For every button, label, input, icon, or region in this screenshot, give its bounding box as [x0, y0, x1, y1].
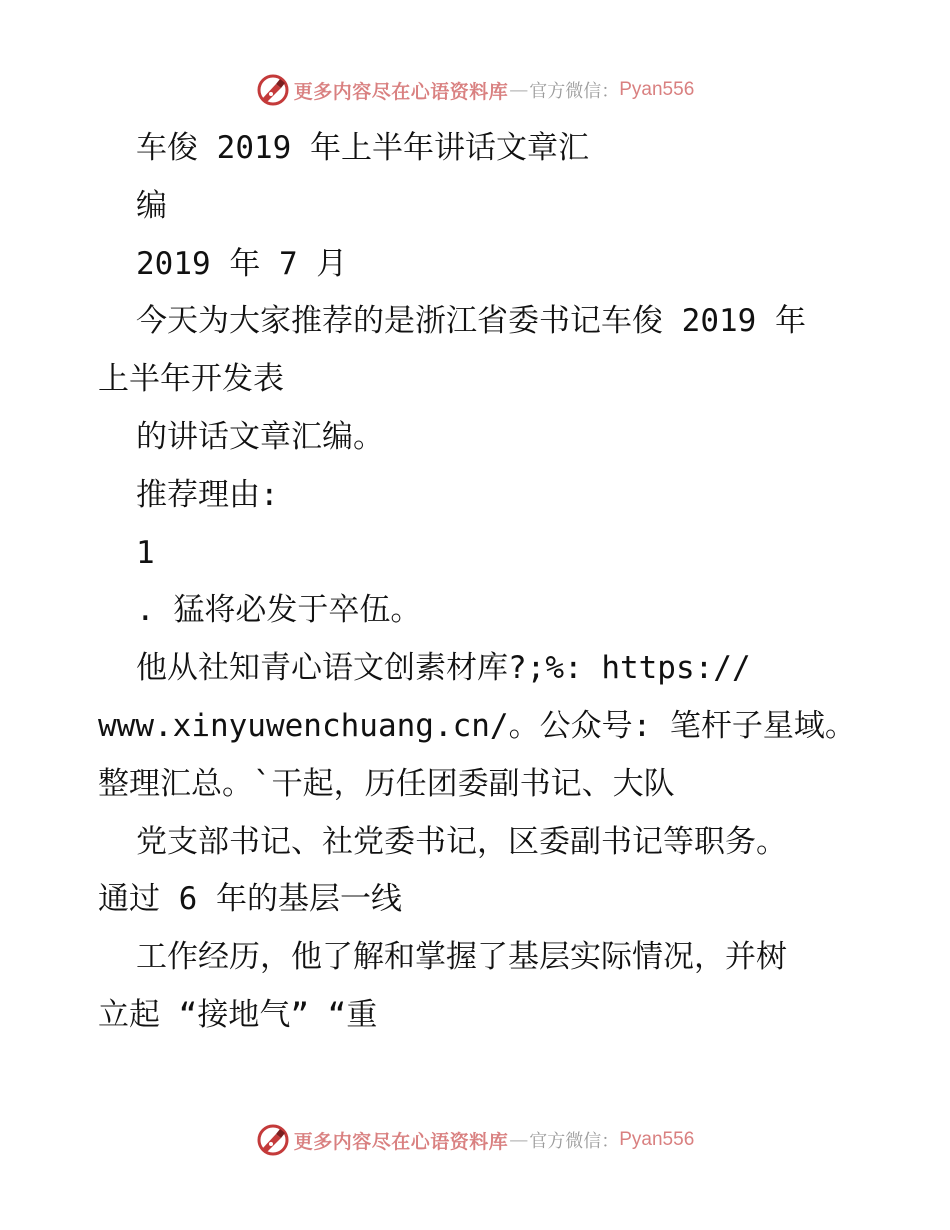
text-line: 党支部书记、社党委书记，区委副书记等职务。 [136, 823, 787, 860]
document-body [98, 120, 858, 1045]
footer-wechat-id: Pyan556 [619, 1129, 695, 1150]
text-line: 车俊 2019 年上半年讲话文章汇 [136, 130, 589, 166]
text-line: 工作经历，他了解和掌握了基层实际情况，并树 [136, 939, 787, 976]
footer-wechat-label: 官方微信： [529, 1131, 620, 1152]
header-wechat-id: Pyan556 [619, 79, 695, 100]
footer-banner [0, 1120, 950, 1160]
text-line: 推荐理由: [136, 476, 279, 513]
header-dash: — [509, 79, 529, 101]
text-line: . 猛将必发于卒伍。 [136, 592, 422, 629]
text-line: 整理汇总。`干起，历任团委副书记、大队 [98, 765, 675, 802]
footer-dash: — [509, 1129, 529, 1151]
text-line: 今天为大家推荐的是浙江省委书记车俊 2019 年 [136, 303, 806, 340]
text-line: www.xinyuwenchuang.cn/。公众号: 笔杆子星域。 [98, 707, 856, 744]
header-banner [0, 70, 950, 110]
text-line: 编 [136, 187, 167, 224]
header-site-text: 更多内容尽在心语资料库 [293, 80, 509, 103]
text-line: 上半年开发表 [98, 361, 284, 398]
text-line: 1 [136, 534, 155, 571]
footer-site-text: 更多内容尽在心语资料库 [293, 1130, 509, 1153]
text-line: 立起 “接地气” “重 [98, 996, 378, 1033]
header-wechat-label: 官方微信： [529, 81, 620, 102]
pen-logo-icon [256, 1123, 290, 1157]
text-line: 2019 年 7 月 [136, 245, 348, 282]
text-line: 通过 6 年的基层一线 [98, 881, 402, 918]
pen-logo-icon [256, 73, 290, 107]
text-line: 的讲话文章汇编。 [136, 418, 384, 455]
text-line: 他从社知青心语文创素材库?;%: https:// [136, 650, 751, 687]
